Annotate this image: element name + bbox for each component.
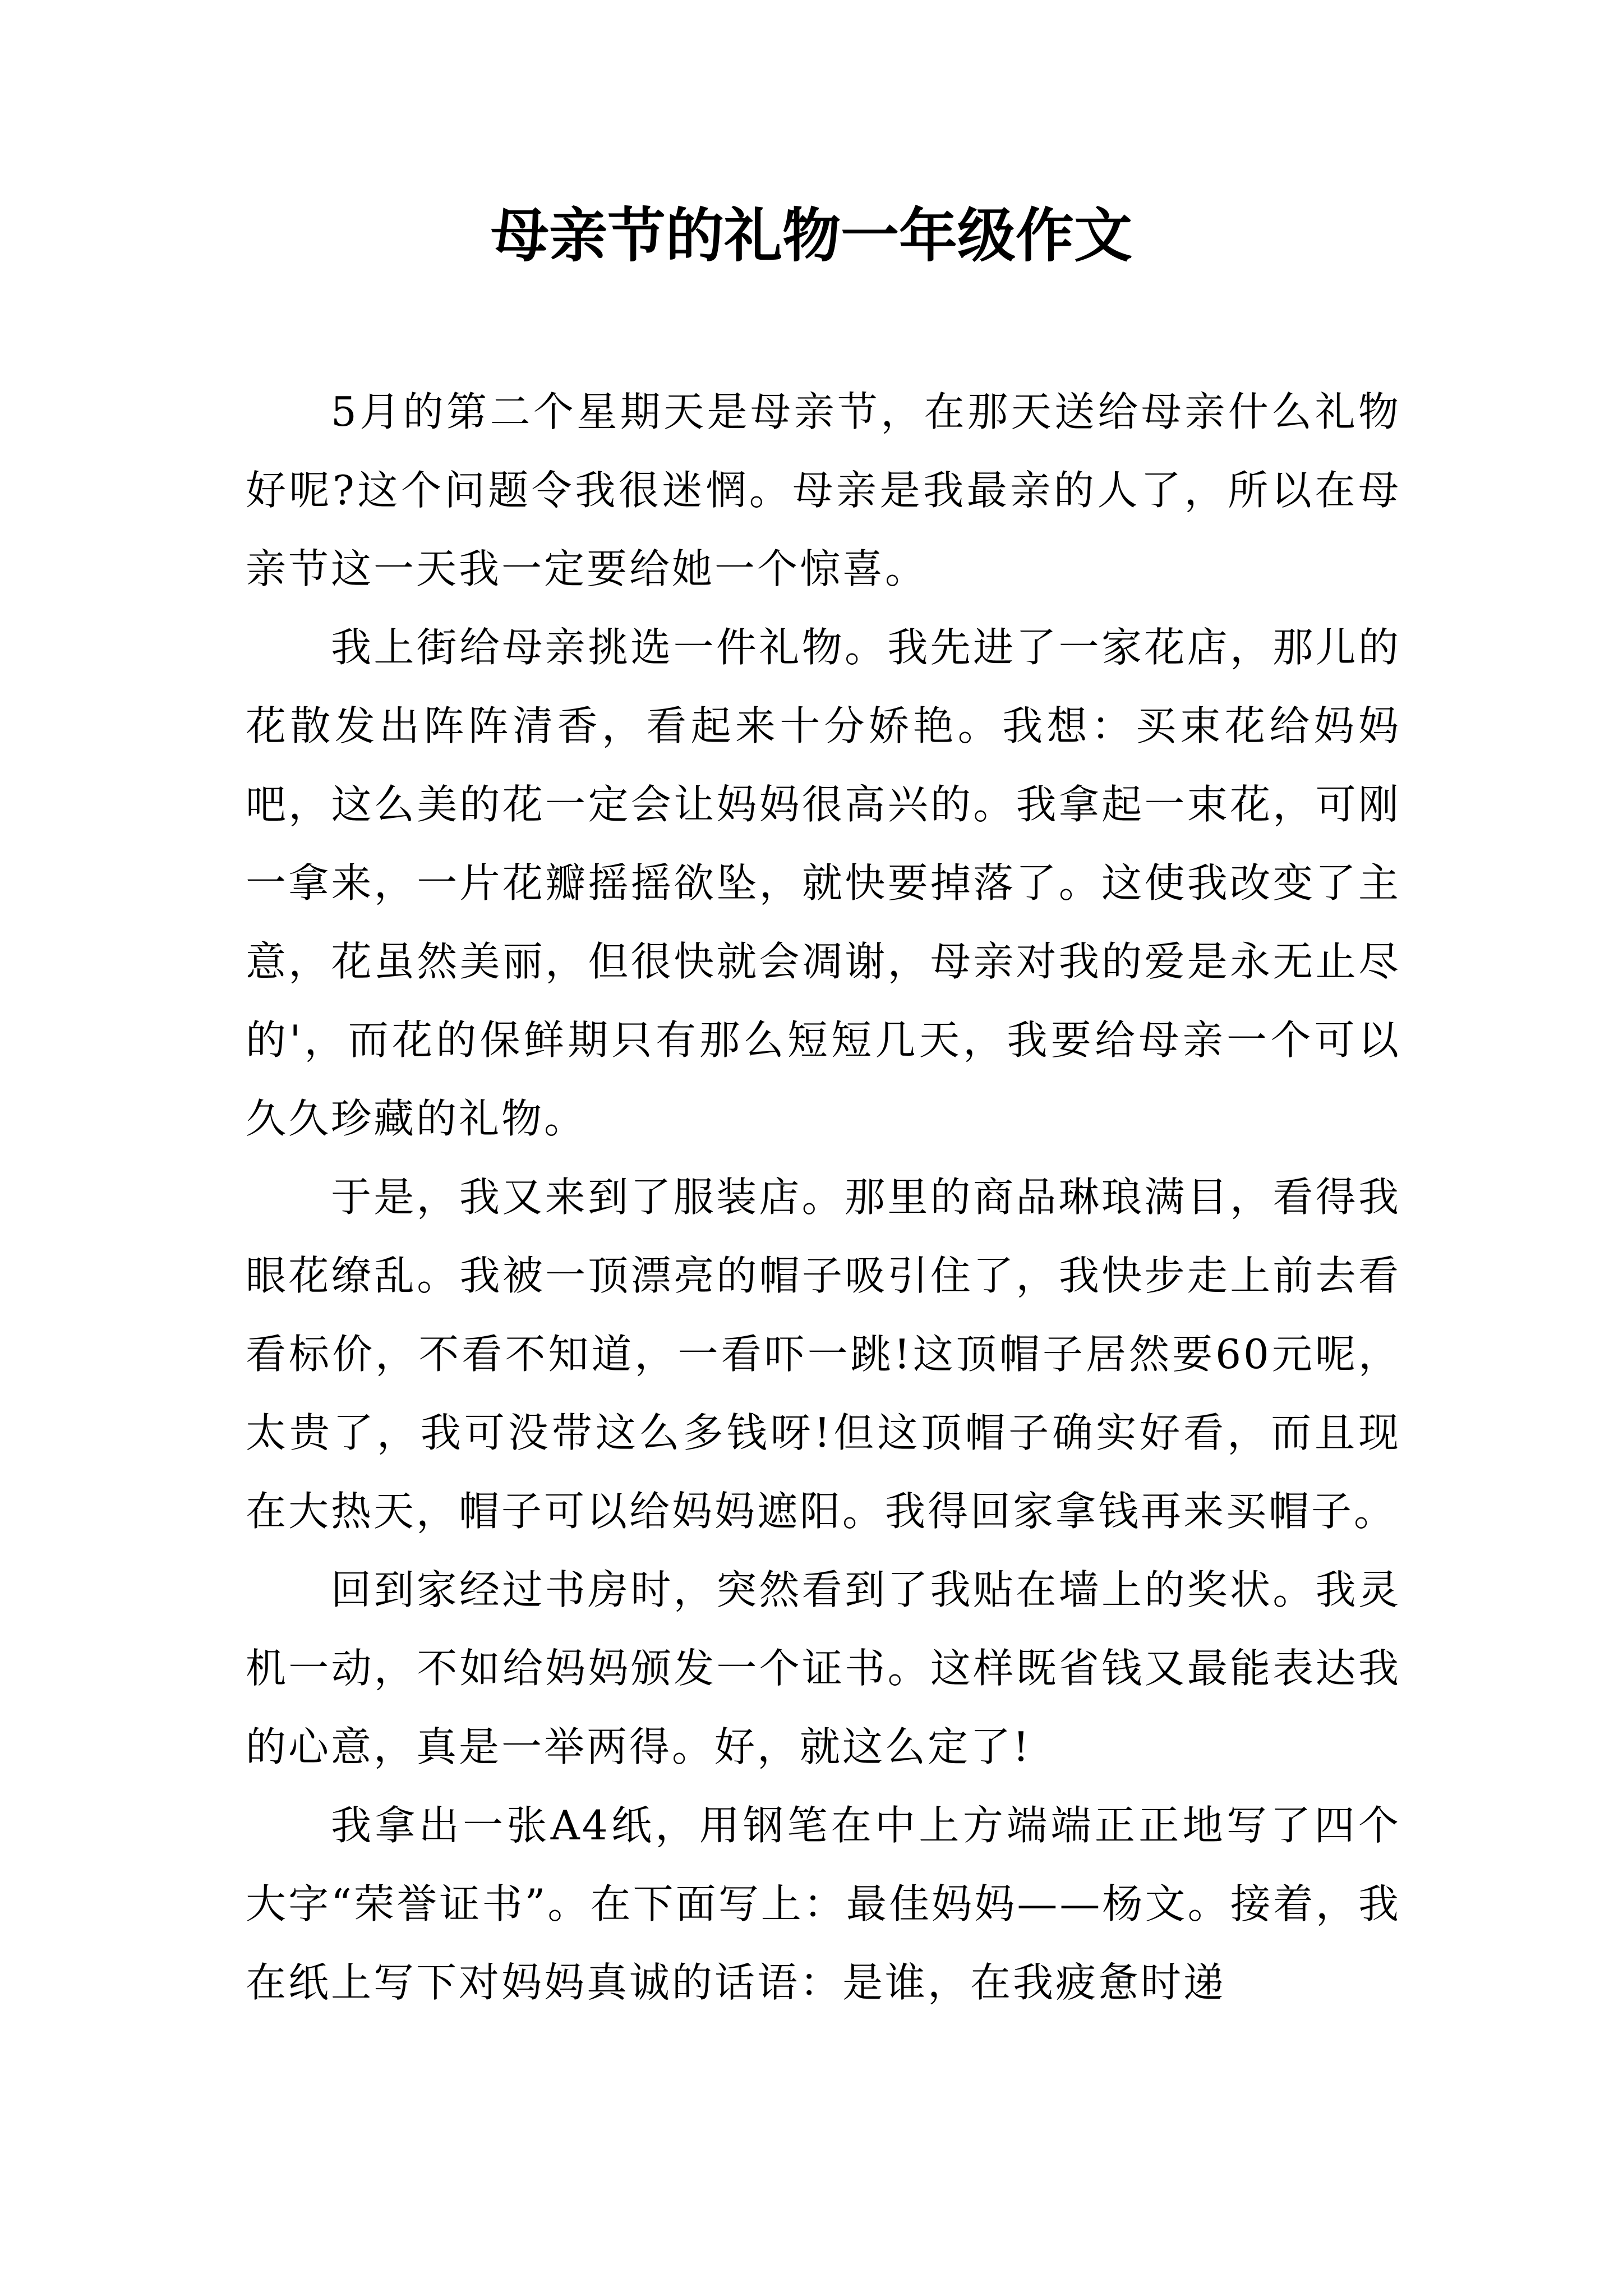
paragraph: 于是，我又来到了服装店。那里的商品琳琅满目，看得我眼花缭乱。我被一顶漂亮的帽子吸引住了，我快步走上前去看看标价，不看不知道，一看吓一跳!这顶帽子居然要60元呢，太贵了，我可没带这么多钱呀!但这顶帽子确实好看，而且现在大热天，帽子可以给妈妈遮阳。我得回家拿钱再来买帽子。 [246, 1174, 1401, 1535]
document-body [246, 372, 1401, 2022]
paragraph: 5月的第二个星期天是母亲节，在那天送给母亲什么礼物好呢?这个问题令我很迷惘。母亲是我最亲的人了，所以在母亲节这一天我一定要给她一个惊喜。 [246, 388, 1401, 592]
paragraph: 我拿出一张A4纸，用钢笔在中上方端端正正地写了四个大字“荣誉证书”。在下面写上：最佳妈妈——杨文。接着，我在纸上写下对妈妈真诚的话语：是谁，在我疲惫时递 [246, 1802, 1401, 2006]
document-title: 母亲节的礼物一年级作文 [490, 201, 1132, 270]
paragraph: 回到家经过书房时，突然看到了我贴在墙上的奖状。我灵机一动，不如给妈妈颁发一个证书。这样既省钱又最能表达我的心意，真是一举两得。好，就这么定了! [246, 1566, 1401, 1770]
paragraph: 我上街给母亲挑选一件礼物。我先进了一家花店，那儿的花散发出阵阵清香，看起来十分娇艳。我想：买束花给妈妈吧，这么美的花一定会让妈妈很高兴的。我拿起一束花，可刚一拿来，一片花瓣摇摇欲坠，就快要掉落了。这使我改变了主意，花虽然美丽，但很快就会凋谢，母亲对我的爱是永无止尽的'，而花的保鲜期只有那么短短几天，我要给母亲一个可以久久珍藏的礼物。 [246, 624, 1401, 1142]
